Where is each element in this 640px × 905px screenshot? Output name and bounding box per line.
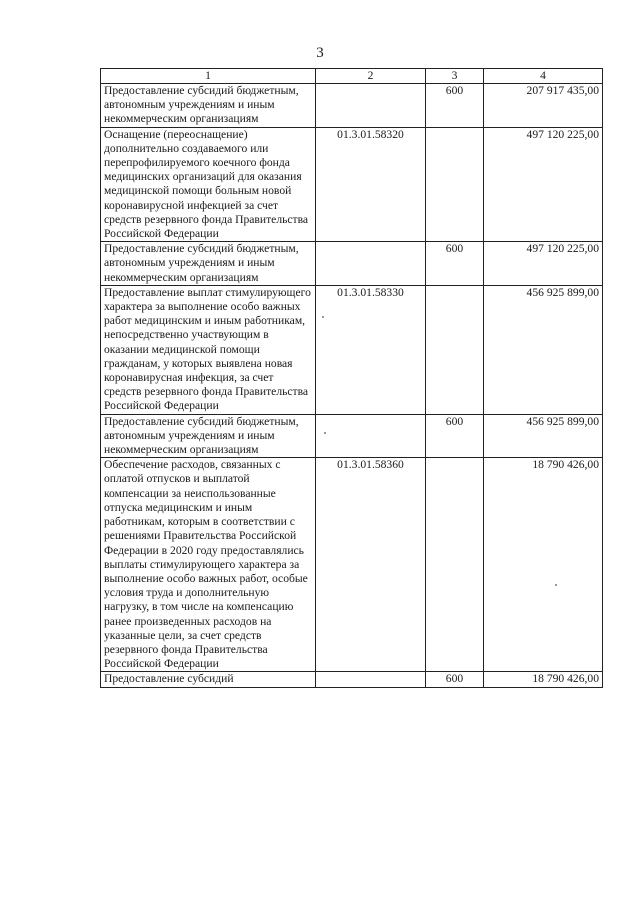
row-code: 01.3.01.58360 — [316, 458, 426, 672]
row-description: Предоставление субсидий бюджетным, автономным учреждениям и иным некоммерческим организациям — [101, 84, 316, 128]
row-description: Предоставление субсидий бюджетным, автономным учреждениям и иным некоммерческим организациям — [101, 242, 316, 286]
row-description: Оснащение (переоснащение) дополнительно создаваемого или перепрофилируемого коечного фонда медицинских организаций для оказания медицинской помощи больным новой коронавирусной инфекцией за счет средств резервного фонда Правительства Российской Федерации — [101, 127, 316, 242]
row-amount: 207 917 435,00 — [484, 84, 603, 128]
table-row — [101, 285, 603, 414]
row-amount: 456 925 899,00 — [484, 285, 603, 414]
row-expense-type: 600 — [426, 242, 484, 286]
row-amount: 456 925 899,00 — [484, 414, 603, 458]
table-row — [101, 84, 603, 128]
table-row — [101, 242, 603, 286]
row-expense-type — [426, 127, 484, 242]
row-amount: 497 120 225,00 — [484, 242, 603, 286]
budget-table — [100, 68, 603, 688]
row-code — [316, 414, 426, 458]
header-col-1: 1 — [101, 69, 316, 84]
row-description: Предоставление субсидий — [101, 672, 316, 687]
row-code — [316, 672, 426, 687]
row-description: Предоставление выплат стимулирующего характера за выполнение особо важных работ медицинским и иным работникам, непосредственно участвующим в оказании медицинской помощи гражданам, у которых выявлена новая коронавирусная инфекция, за счет средств резервного фонда Правительства Российской Федерации — [101, 285, 316, 414]
header-col-3: 3 — [426, 69, 484, 84]
row-code — [316, 242, 426, 286]
table-row — [101, 672, 603, 687]
row-amount: 18 790 426,00 — [484, 458, 603, 672]
header-col-4: 4 — [484, 69, 603, 84]
row-expense-type: 600 — [426, 414, 484, 458]
row-code: 01.3.01.58330 — [316, 285, 426, 414]
header-col-2: 2 — [316, 69, 426, 84]
row-expense-type: 600 — [426, 84, 484, 128]
table-row — [101, 458, 603, 672]
scan-speck — [324, 432, 326, 434]
row-expense-type — [426, 458, 484, 672]
page-number: 3 — [316, 45, 324, 61]
row-expense-type — [426, 285, 484, 414]
header-row — [101, 69, 603, 84]
row-expense-type: 600 — [426, 672, 484, 687]
table-row — [101, 414, 603, 458]
row-description: Предоставление субсидий бюджетным, автономным учреждениям и иным некоммерческим организациям — [101, 414, 316, 458]
row-description: Обеспечение расходов, связанных с оплатой отпусков и выплатой компенсации за неиспользованные отпуска медицинским и иным работникам, которым в соответствии с решениями Правительства Российской Федерации в 2020 году предоставлялись выплаты стимулирующего характера за выполнение особо важных работ, особые условия труда и дополнительную нагрузку, в том числе на компенсацию ранее произведенных расходов на указанные цели, за счет средств резервного фонда Правительства Российской Федерации — [101, 458, 316, 672]
row-code — [316, 84, 426, 128]
row-code: 01.3.01.58320 — [316, 127, 426, 242]
row-amount: 18 790 426,00 — [484, 672, 603, 687]
scan-speck — [555, 584, 557, 586]
row-amount: 497 120 225,00 — [484, 127, 603, 242]
table-row — [101, 127, 603, 242]
scan-speck — [322, 316, 324, 318]
